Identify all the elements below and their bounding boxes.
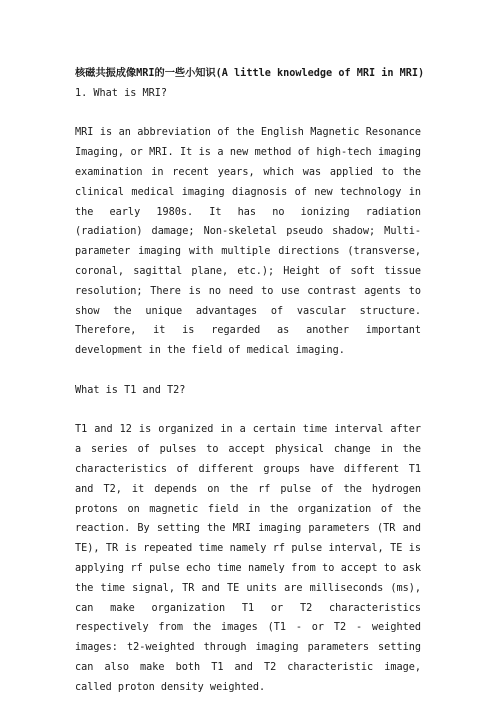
section-paragraph: MRI is an abbreviation of the English Magnetic Resonance Imaging, or MRI. It is a new method of high-tech imaging examination in recent years, which was applied to the clinical medical imaging diagnosis of new technology in the early 1980s. It has no ionizing radiation (radiation) damage; Non-skeletal pseudo shadow; Multi-parameter imaging with multiple directions (transverse, coronal, sagittal plane, etc.); Height of soft tissue resolution; There is no need to use contrast agents to show the unique advantages of vascular structure. Therefore, it is regarded as another important development in the field of medical imaging. [75, 127, 421, 357]
document-body [75, 64, 425, 717]
section-heading: What is T1 and T2? [75, 384, 186, 396]
section-heading: 1. What is MRI? [75, 87, 168, 99]
document-title: 核磁共振成像MRI的一些小知识(A little knowledge of MRI in MRI) [75, 68, 425, 79]
section-paragraph: T1 and 12 is organized in a certain time interval after a series of pulses to accept physical change in the characteristics of different groups have different T1 and T2, it depends on the rf pulse of the hydrogen protons on magnetic field in the organization of the reaction. By setting the MRI imaging parameters (TR and TE), TR is repeated time namely rf pulse interval, TE is applying rf pulse echo time namely from to accept to ask the time signal, TR and TE units are milliseconds (ms), can make organization T1 or T2 characteristics respectively from the images (T1 - or T2 - weighted images: t2-weighted through imaging parameters setting can also make both T1 and T2 characteristic image, called proton density weighted. [75, 424, 421, 693]
